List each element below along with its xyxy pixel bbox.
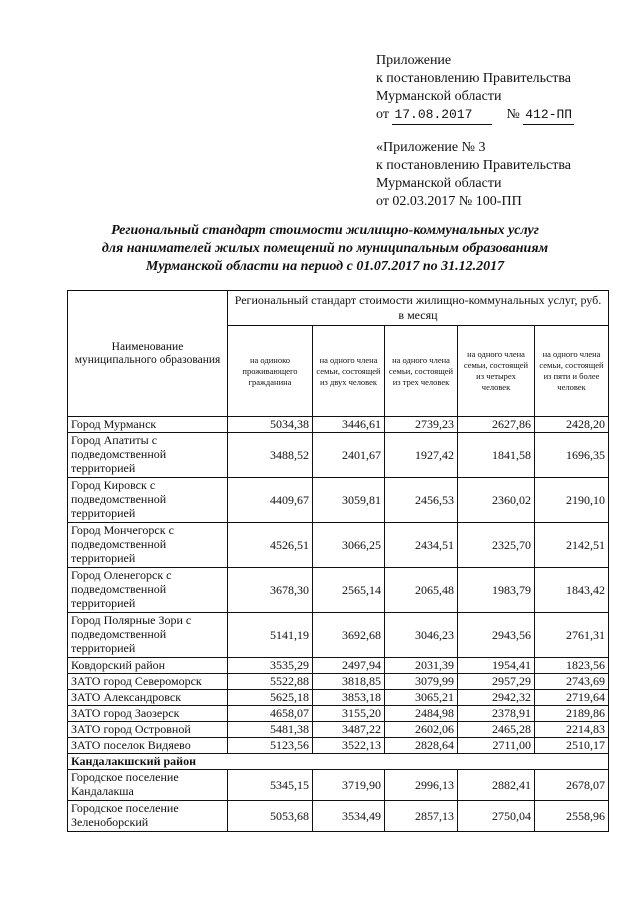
cost-value: 2031,39 bbox=[385, 658, 458, 674]
cost-value: 2465,28 bbox=[458, 722, 535, 738]
header-line-3: Мурманской области bbox=[376, 89, 502, 104]
section-row bbox=[68, 754, 609, 770]
cost-value: 2325,70 bbox=[458, 523, 535, 568]
cost-value: 1841,58 bbox=[458, 433, 535, 478]
column-header-single: на одиноко проживающего гражданина bbox=[228, 326, 313, 417]
header-line-1: Приложение bbox=[376, 53, 452, 68]
cost-value: 1927,42 bbox=[385, 433, 458, 478]
decree-number: 412-ПП bbox=[523, 106, 574, 125]
cost-value: 1696,35 bbox=[535, 433, 609, 478]
title-line-2: для нанимателей жилых помещений по муниципальным образованиям bbox=[101, 241, 549, 256]
cost-value: 2484,98 bbox=[385, 706, 458, 722]
table-row bbox=[68, 417, 609, 433]
municipality-name: Город Оленегорск с подведомственной территорией bbox=[68, 568, 228, 613]
cost-standard-table bbox=[67, 290, 609, 832]
cost-value: 2719,64 bbox=[535, 690, 609, 706]
cost-value: 3535,29 bbox=[228, 658, 313, 674]
number-prefix: № bbox=[506, 107, 520, 122]
table-row bbox=[68, 706, 609, 722]
title-line-3: Мурманской области на период с 01.07.2017 по 31.12.2017 bbox=[145, 259, 505, 274]
table-body bbox=[68, 417, 609, 832]
municipality-name: Город Мончегорск с подведомственной территорией bbox=[68, 523, 228, 568]
cost-value: 2750,04 bbox=[458, 801, 535, 832]
table-row bbox=[68, 674, 609, 690]
cost-value: 2942,32 bbox=[458, 690, 535, 706]
cost-value: 2943,56 bbox=[458, 613, 535, 658]
cost-value: 2711,00 bbox=[458, 738, 535, 754]
cost-value: 3059,81 bbox=[313, 478, 385, 523]
cost-value: 4409,67 bbox=[228, 478, 313, 523]
municipality-name: Ковдорский район bbox=[68, 658, 228, 674]
table-row bbox=[68, 690, 609, 706]
table-row bbox=[68, 433, 609, 478]
cost-value: 2214,83 bbox=[535, 722, 609, 738]
municipality-name: Город Полярные Зори с подведомственной территорией bbox=[68, 613, 228, 658]
municipality-name: ЗАТО город Островной bbox=[68, 722, 228, 738]
cost-value: 5345,15 bbox=[228, 770, 313, 801]
header2-line-3: Мурманской области bbox=[376, 176, 502, 191]
cost-value: 2882,41 bbox=[458, 770, 535, 801]
column-header-five-plus: на одного члена семьи, состоящей из пяти и более человек bbox=[535, 326, 609, 417]
section-title: Кандалакшский район bbox=[68, 754, 609, 770]
column-header-two: на одного члена семьи, состоящей из двух человек bbox=[313, 326, 385, 417]
cost-value: 5034,38 bbox=[228, 417, 313, 433]
cost-value: 3488,52 bbox=[228, 433, 313, 478]
cost-value: 2739,23 bbox=[385, 417, 458, 433]
municipality-name: ЗАТО Александровск bbox=[68, 690, 228, 706]
municipality-name: Город Апатиты с подведомственной территорией bbox=[68, 433, 228, 478]
cost-value: 5053,68 bbox=[228, 801, 313, 832]
header-line-2: к постановлению Правительства bbox=[376, 71, 572, 86]
title-line-1: Региональный стандарт стоимости жилищно-коммунальных услуг bbox=[111, 223, 539, 238]
cost-value: 2360,02 bbox=[458, 478, 535, 523]
cost-value: 3818,85 bbox=[313, 674, 385, 690]
cost-value: 3066,25 bbox=[313, 523, 385, 568]
municipality-name: Городское поселение Кандалакша bbox=[68, 770, 228, 801]
cost-value: 1954,41 bbox=[458, 658, 535, 674]
cost-value: 2189,86 bbox=[535, 706, 609, 722]
header2-line-4: от 02.03.2017 № 100-ПП bbox=[376, 194, 522, 209]
column-header-four: на одного члена семьи, состоящей из четырех человек bbox=[458, 326, 535, 417]
cost-value: 3692,68 bbox=[313, 613, 385, 658]
cost-value: 3534,49 bbox=[313, 801, 385, 832]
cost-value: 2428,20 bbox=[535, 417, 609, 433]
cost-value: 4526,51 bbox=[228, 523, 313, 568]
cost-value: 3487,22 bbox=[313, 722, 385, 738]
municipality-name: Городское поселение Зеленоборский bbox=[68, 801, 228, 832]
cost-value: 3446,61 bbox=[313, 417, 385, 433]
approval-header bbox=[376, 52, 574, 125]
cost-value: 2456,53 bbox=[385, 478, 458, 523]
cost-value: 2743,69 bbox=[535, 674, 609, 690]
cost-value: 5481,38 bbox=[228, 722, 313, 738]
header2-line-2: к постановлению Правительства bbox=[376, 158, 572, 173]
cost-value: 3046,23 bbox=[385, 613, 458, 658]
date-prefix: от bbox=[376, 107, 389, 122]
cost-value: 2828,64 bbox=[385, 738, 458, 754]
table-row bbox=[68, 801, 609, 832]
table-row bbox=[68, 658, 609, 674]
column-header-three: на одного члена семьи, состоящей из трех человек bbox=[385, 326, 458, 417]
document-title bbox=[40, 222, 610, 276]
cost-value: 5123,56 bbox=[228, 738, 313, 754]
cost-value: 3065,21 bbox=[385, 690, 458, 706]
cost-value: 2957,29 bbox=[458, 674, 535, 690]
cost-value: 3853,18 bbox=[313, 690, 385, 706]
table-row bbox=[68, 568, 609, 613]
table-row bbox=[68, 722, 609, 738]
cost-value: 2761,31 bbox=[535, 613, 609, 658]
table-row bbox=[68, 738, 609, 754]
cost-value: 3522,13 bbox=[313, 738, 385, 754]
cost-value: 2627,86 bbox=[458, 417, 535, 433]
municipality-name: Город Мурманск bbox=[68, 417, 228, 433]
cost-value: 2497,94 bbox=[313, 658, 385, 674]
cost-value: 2602,06 bbox=[385, 722, 458, 738]
table-row bbox=[68, 523, 609, 568]
column-header-name: Наименование муниципального образования bbox=[68, 291, 228, 417]
municipality-name: ЗАТО город Заозерск bbox=[68, 706, 228, 722]
cost-value: 2857,13 bbox=[385, 801, 458, 832]
cost-value: 1983,79 bbox=[458, 568, 535, 613]
cost-value: 3079,99 bbox=[385, 674, 458, 690]
table-row bbox=[68, 478, 609, 523]
cost-value: 2565,14 bbox=[313, 568, 385, 613]
cost-value: 1823,56 bbox=[535, 658, 609, 674]
municipality-name: ЗАТО город Североморск bbox=[68, 674, 228, 690]
cost-value: 2401,67 bbox=[313, 433, 385, 478]
table-row bbox=[68, 613, 609, 658]
column-group-header: Региональный стандарт стоимости жилищно-коммунальных услуг, руб. в месяц bbox=[228, 291, 609, 326]
cost-value: 2190,10 bbox=[535, 478, 609, 523]
cost-value: 5522,88 bbox=[228, 674, 313, 690]
cost-value: 5141,19 bbox=[228, 613, 313, 658]
cost-value: 2378,91 bbox=[458, 706, 535, 722]
cost-value: 4658,07 bbox=[228, 706, 313, 722]
cost-value: 1843,42 bbox=[535, 568, 609, 613]
cost-value: 3678,30 bbox=[228, 568, 313, 613]
decree-date: 17.08.2017 bbox=[392, 106, 492, 125]
cost-value: 2065,48 bbox=[385, 568, 458, 613]
cost-value: 2996,13 bbox=[385, 770, 458, 801]
previous-appendix-header bbox=[376, 139, 571, 211]
municipality-name: Город Кировск с подведомственной территорией bbox=[68, 478, 228, 523]
header-date-line bbox=[376, 106, 574, 125]
cost-value: 2558,96 bbox=[535, 801, 609, 832]
header2-line-1: «Приложение № 3 bbox=[376, 140, 486, 155]
cost-value: 3719,90 bbox=[313, 770, 385, 801]
table-row bbox=[68, 770, 609, 801]
municipality-name: ЗАТО поселок Видяево bbox=[68, 738, 228, 754]
cost-value: 2142,51 bbox=[535, 523, 609, 568]
cost-value: 5625,18 bbox=[228, 690, 313, 706]
cost-value: 2510,17 bbox=[535, 738, 609, 754]
cost-value: 3155,20 bbox=[313, 706, 385, 722]
cost-value: 2434,51 bbox=[385, 523, 458, 568]
cost-value: 2678,07 bbox=[535, 770, 609, 801]
